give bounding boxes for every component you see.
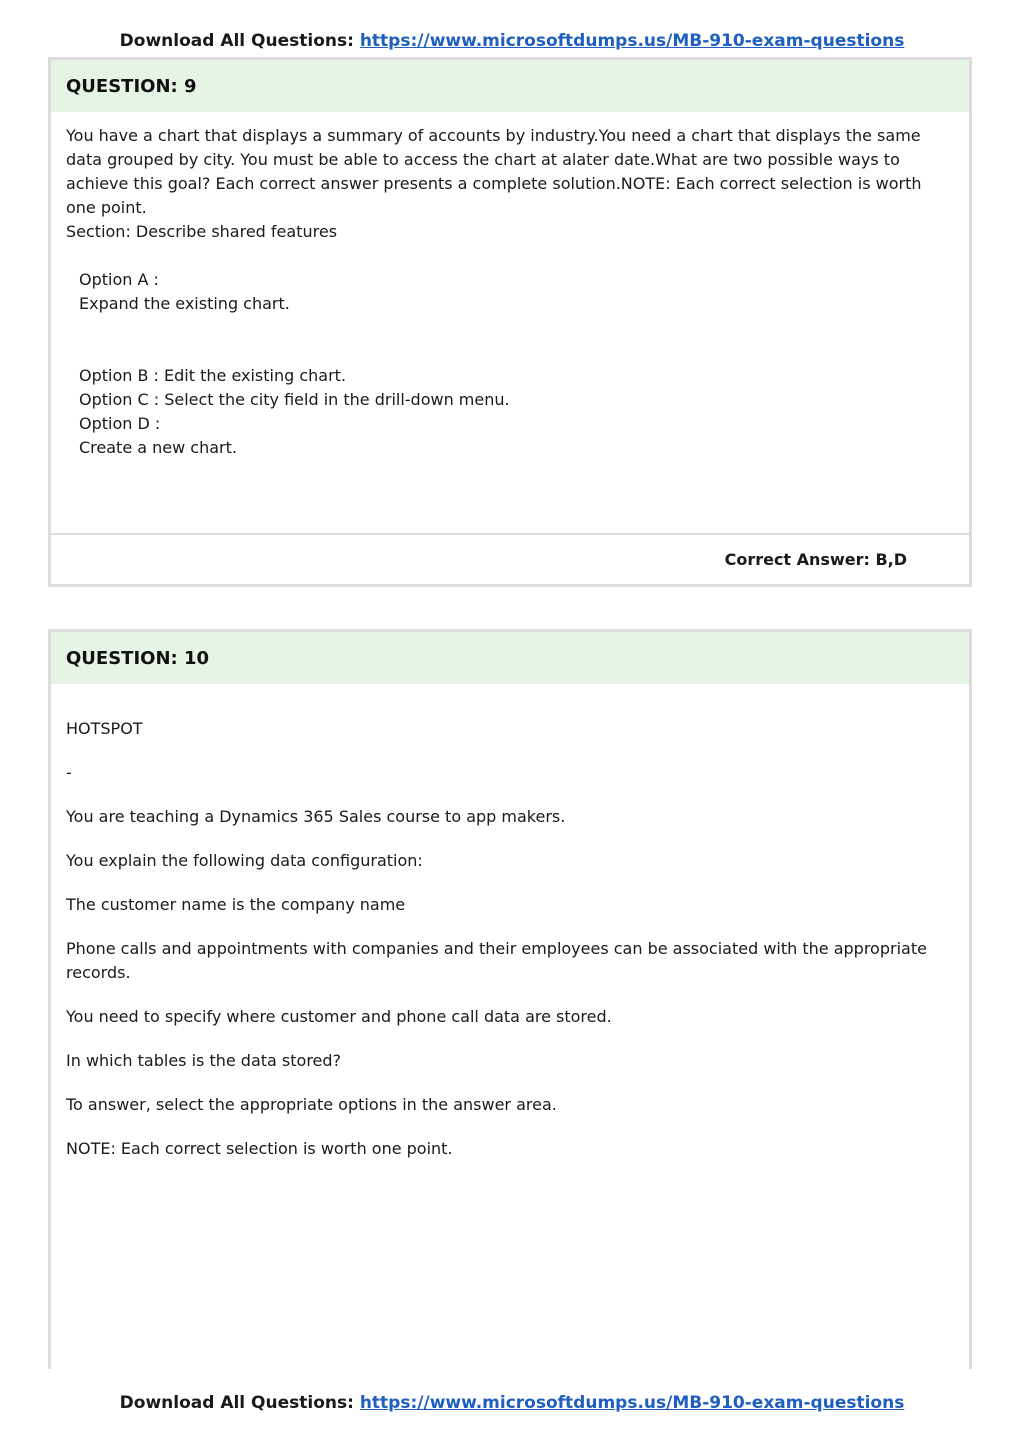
paragraph: You explain the following data configuration:	[66, 851, 423, 870]
paragraph: HOTSPOT	[66, 719, 143, 738]
question-header	[51, 632, 969, 684]
paragraph: You need to specify where customer and phone call data are stored.	[66, 1007, 612, 1026]
paragraph: Phone calls and appointments with companies and their employees can be associated with the appropriate records.	[66, 939, 927, 982]
option-d-label: Option D :	[79, 414, 161, 433]
paragraph: NOTE: Each correct selection is worth one point.	[66, 1139, 453, 1158]
paragraph: The customer name is the company name	[66, 895, 406, 914]
download-footer	[0, 1393, 1024, 1413]
download-label: Download All Questions:	[119, 1393, 354, 1413]
paragraph: -	[66, 763, 72, 782]
option-b[interactable]: Option B : Edit the existing chart.	[79, 366, 347, 385]
paragraph: In which tables is the data stored?	[66, 1051, 342, 1070]
option-a[interactable]	[66, 268, 954, 316]
option-c[interactable]: Option C : Select the city field in the drill-down menu.	[79, 390, 510, 409]
question-body	[51, 112, 969, 460]
question-card-10	[48, 629, 972, 1369]
question-title: QUESTION: 10	[66, 647, 210, 669]
paragraph: To answer, select the appropriate options in the answer area.	[66, 1095, 557, 1114]
option-d-text: Create a new chart.	[79, 438, 237, 457]
question-title: QUESTION: 9	[66, 75, 197, 97]
question-header	[51, 60, 969, 112]
option-d[interactable]	[66, 412, 954, 460]
option-a-label: Option A :	[79, 270, 159, 289]
download-label: Download All Questions:	[119, 31, 354, 51]
question-body	[51, 684, 969, 1161]
question-section: Section: Describe shared features	[66, 222, 338, 241]
correct-answer: Correct Answer: B,D	[724, 550, 907, 569]
download-link[interactable]: https://www.microsoftdumps.us/MB-910-exam-questions	[359, 31, 905, 51]
paragraph: You are teaching a Dynamics 365 Sales course to app makers.	[66, 807, 566, 826]
question-card-9	[48, 57, 972, 587]
question-text: You have a chart that displays a summary of accounts by industry.You need a chart that displays the same data grouped by city. You must be able to access the chart at alater date.What are two possible ways to achieve this goal? Each correct answer presents a complete solution.NOTE: Each correct selection is worth one point.	[66, 126, 922, 217]
download-header	[0, 31, 1024, 51]
option-a-text: Expand the existing chart.	[79, 294, 290, 313]
download-link[interactable]: https://www.microsoftdumps.us/MB-910-exam-questions	[359, 1393, 905, 1413]
answer-row	[51, 533, 969, 584]
